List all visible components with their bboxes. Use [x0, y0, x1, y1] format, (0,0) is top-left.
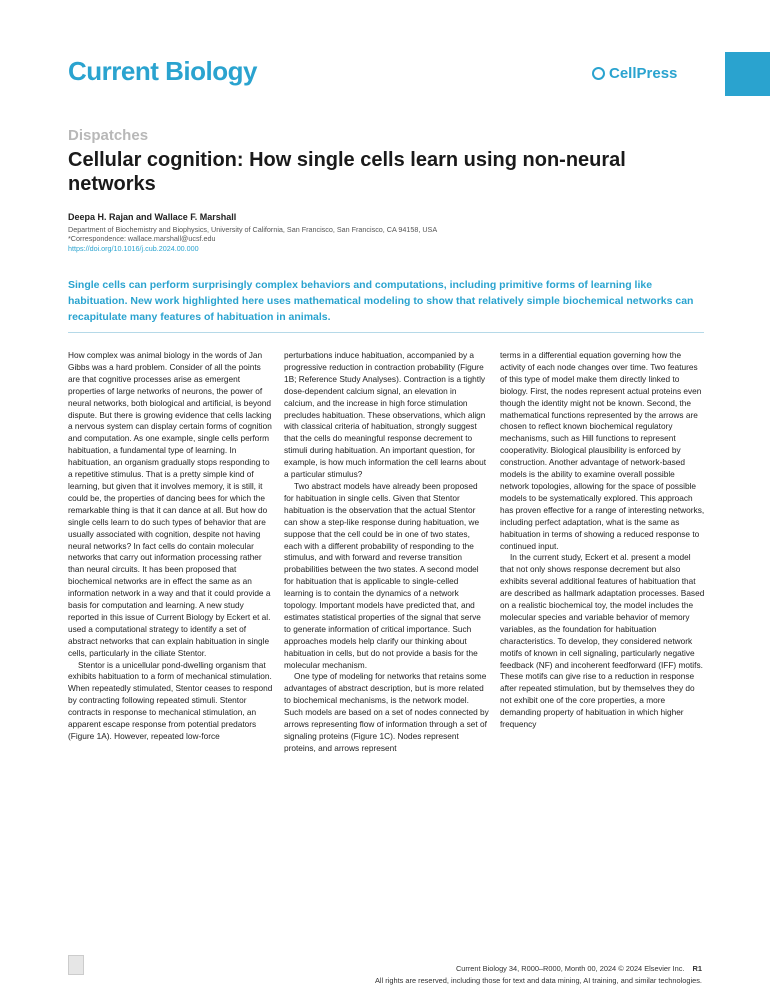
paragraph: Stentor is a unicellular pond-dwelling organism that exhibits habituation to a form of mechanical stimulation. When repeatedly stimulated, Stentor ceases to respond by contracting following repeated stimuli. Stentor contracts in response to mechanical stimulation, an apparent escape response from potential predators (Figure 1A). However, repeated low-force: [68, 659, 273, 741]
paragraph: In the current study, Eckert et al. present a model that not only shows response decrement but also exhibits several additional features of habituation that are described as hallmark adaptation processes. Based on a realistic biochemical toy, the model includes the molecular species and variable behavior of memory variables, as the foundation for habituation characteristics. To develop, they considered network motifs of known in cell signaling, particularly negative feedback (NF) and incoherent feedforward (IFF) motifs. These motifs can give rise to a reduction in response after repeated stimulation, but by themselves they do not exhibit one of the core properties, a more demanding property of habituation in which higher frequency: [500, 552, 705, 730]
journal-title: Current Biology: [68, 56, 257, 86]
paragraph: One type of modeling for networks that retains some advantages of abstract description, but is more related to biochemical mechanisms, is the network model. Such models are based on a set of nodes connected by arrows representing flow of information through a set of signaling proteins (Figure 1C). Nodes represent proteins, and arrows represent: [284, 671, 489, 753]
citation-text: Current Biology 34, R000–R000, Month 00, 2024 © 2024 Elsevier Inc.: [455, 964, 685, 973]
divider: [68, 332, 704, 333]
affiliation: Department of Biochemistry and Biophysics, University of California, San Francisco, San Francisco, CA 94158, USA: [68, 225, 438, 234]
abstract: Single cells can perform surprisingly complex behaviors and computations, including primitive forms of learning like habituation. New work highlighted here uses mathematical modeling to show that relatively simple biochemical networks can recapitulate many features of habituation in animals.: [68, 279, 694, 323]
publisher-name: CellPress: [609, 65, 678, 82]
page-number: R1: [692, 964, 702, 973]
doi-link[interactable]: https://doi.org/10.1016/j.cub.2024.00.000: [68, 243, 199, 253]
paragraph: Two abstract models have already been proposed for habituation in single cells. Given that Stentor habituation is the observation that the actual Stentor can show a step-like response during habituation, we suppose that the cell could be in one of two states, each with a different probability of responding to the stimulus, and with forward and reverse transition probabilities between the two states. A second model for habituation that is applicable to single-celled learning is to contain the dynamics of a network topology. Important models have predicted that, and estimates statistical properties of the signal that serve to generate information of critical importance. Such approaches models help clarify our thinking about habituation in cells, but do not provide a basis for the molecular mechanism.: [284, 480, 481, 670]
cellpress-icon: [592, 67, 605, 80]
paragraph: perturbations induce habituation, accompanied by a progressive reduction in contraction probability (Figure 1B; Reference Study Analyses). Contraction is a tightly dose-dependent calcium signal, an elevation in calcium, and the increase in high force stimulation precludes habituation. These observations, which align with classical criteria of habituation, strongly suggest that the cells do meaningful response decrement to stimuli during habituation. An important question, for example, is how much information the cell learns about a particular stimulus?: [284, 350, 486, 480]
footer-rights: All rights are reserved, including those for text and data mining, AI training, and similar technologies.: [374, 976, 702, 985]
body-column-2: [284, 350, 489, 755]
article-authors: Deepa H. Rajan and Wallace F. Marshall: [68, 212, 237, 222]
header-accent-block: [725, 52, 770, 96]
body-column-1: [68, 350, 273, 743]
paragraph: How complex was animal biology in the words of Jan Gibbs was a hard problem. Consider of all the points are that cognitive processes arise as emergent properties of large networks of neurons, the power of neural networks, both biological and artificial, is beyond dispute. But there is growing evidence that cells lacking a nervous system can display certain forms of cognition and computation. As one example, single cells perform habituation, a fundamental type of learning. In habituation, an organism gradually stops responding to a repetitive stimulus. That is a pretty simple kind of learning, but given that it involves memory, it is still, it could be, the properties of dancing bees for which the remarkable thing is that it can dance at all. But how do single cells learn to do such types of behavior that are usually associated with cognition, despite not having neural networks? In fact cells do contain molecular networks that carry out information processing rather than neural circuits. It has been proposed that biochemical networks are in effect the same as an information network in a way and that it could provide a basis for computation and learning. A new study reported in this issue of Current Biology by Eckert et al. used a computational strategy to identify a set of abstract networks that can explain habituation in single cells, particularly in the ciliate Stentor.: [68, 350, 272, 658]
article-title: Cellular cognition: How single cells learn using non-neural networks: [68, 149, 626, 195]
footer-citation: [456, 964, 702, 973]
body-column-3: [500, 350, 705, 731]
section-label: Dispatches: [68, 127, 149, 144]
correspondence[interactable]: *Correspondence: wallace.marshall@ucsf.edu: [68, 234, 216, 244]
elsevier-logo-icon: [68, 955, 84, 975]
paragraph: terms in a differential equation governing how the activity of each node changes over time. Two features of this type of model make them directly linked to biology. First, the nodes represent actual proteins even though the identity might not be known. Second, the mathematical functions represented by the arrows are chosen to reflect known biochemical regulatory mechanisms, such as Hill functions to represent cooperativity. Biological plausibility is enforced by construction. Another advantage of network-based models is the ability to examine overall possible network topologies, allowing for the space of possible models to be systematically explored. This approach has proven effective for a range of interesting networks, including perfect adaptation, what is the same as habituation in terms of showing a reduced response to continued input.: [500, 350, 705, 551]
affiliation-block: [68, 225, 688, 253]
publisher-logo: [592, 65, 677, 82]
